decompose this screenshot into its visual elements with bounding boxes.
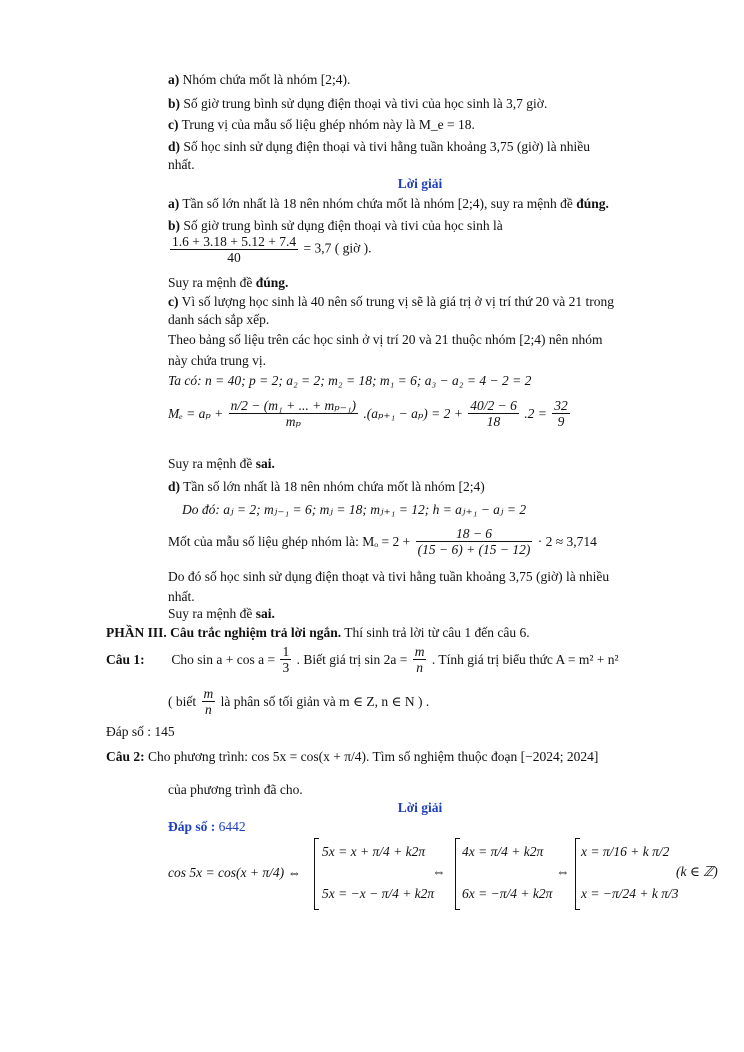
solution-c (168, 293, 614, 310)
mode-denominator: (15 − 6) + (15 − 12) (417, 542, 531, 557)
mean-fraction (170, 234, 298, 265)
solution-d-text: Tần số lớn nhất là 18 nên nhóm chứa mốt là nhóm [2;4) (183, 479, 485, 494)
solution-b-label: b) (168, 218, 181, 233)
q2-answer-label: Đáp số : (168, 819, 216, 834)
q1-fraction (280, 644, 291, 675)
mode-params: Do đó: aⱼ = 2; mⱼ₋₁ = 6; mⱼ = 18; mⱼ₊₁ = 12; h = aⱼ₊₁ − aⱼ = 2 (182, 502, 527, 517)
mean-formula (168, 234, 371, 265)
equivalence-2: ⇔ (556, 864, 570, 879)
solution-b (168, 217, 503, 234)
median-result-den: 9 (557, 414, 565, 429)
q1-known: . Biết giá trị sin 2a = (296, 652, 408, 667)
q1-note-pre: ( biết (168, 694, 197, 709)
solution-b-text: Số giờ trung bình sử dụng điện thoại và tivi của học sinh là (183, 218, 503, 233)
statement-d-label: d) (168, 139, 181, 154)
question-1-label: Câu 1: (106, 652, 145, 667)
solution-d (168, 478, 485, 495)
system-1-eq-a: 5x = x + π/4 + k2π (322, 844, 426, 859)
solution-a (168, 195, 609, 212)
question-2 (106, 748, 598, 765)
solution-a-verdict: đúng. (576, 196, 609, 211)
statement-d-text: Số học sinh sử dụng điện thoại và tivi hằng tuần khoảng 3,75 (giờ) là nhiều (183, 139, 591, 154)
mode-formula (168, 526, 597, 566)
solution-d-verdict: sai. (255, 606, 275, 621)
mode-result: · 2 ≈ 3,714 (537, 534, 597, 549)
part3-subtitle: Thí sinh trả lời từ câu 1 đến câu 6. (341, 625, 530, 640)
q1-answer: Đáp số : 145 (106, 724, 175, 739)
question-1 (106, 644, 619, 684)
mode-fraction (416, 526, 533, 557)
mean-denominator: 40 (227, 250, 241, 265)
q1-note (168, 686, 429, 726)
solution-c-line2: danh sách sắp xếp. (168, 312, 270, 327)
median-fraction-2 (468, 398, 519, 429)
part3-header (106, 624, 530, 641)
mean-numerator: 1.6 + 3.18 + 5.12 + 7.4 (172, 234, 297, 249)
system-2-bracket (455, 838, 460, 910)
statement-b (168, 95, 547, 112)
q1-note-post: là phân số tối giản và m ∈ Z, n ∈ N ) . (220, 694, 430, 709)
conclusion-text: Suy ra mệnh đề (168, 456, 256, 471)
equivalence-1: ⇔ (432, 864, 446, 879)
solution-c-label: c) (168, 294, 179, 309)
q1-mn-fraction (413, 644, 427, 675)
solution-d-line3: nhất. (168, 589, 195, 604)
q1-given: Cho sin a + cos a = (171, 652, 276, 667)
statement-c (168, 116, 475, 133)
q1-note-m: m (203, 686, 214, 701)
solution-d-line2: Do đó số học sinh sử dụng điện thoạt và tivi hằng tuần khoảng 3,75 (giờ) là nhiều (168, 569, 610, 584)
q1-num: 1 (282, 644, 290, 659)
statement-a-text: Nhóm chứa mốt là nhóm [2;4). (182, 72, 351, 87)
median-numerator: n/2 − (m₁ + ... + mₚ₋₁) (230, 398, 357, 413)
q1-n: n (416, 660, 423, 675)
median-denominator-2: 18 (486, 414, 501, 429)
solution-d-label: d) (168, 479, 181, 494)
statement-c-label: c) (168, 117, 179, 132)
q1-note-fraction (202, 686, 216, 717)
given-values: Ta có: n = 40; p = 2; a₂ = 2; m₂ = 18; m₁ = 6; a₃ − a₂ = 4 − 2 = 2 (168, 373, 532, 388)
system-3-bracket (575, 838, 580, 910)
system-2-eq-b: 6x = −π/4 + k2π (462, 886, 553, 901)
statement-b-text: Số giờ trung bình sử dụng điện thoại và tivi của học sinh là 3,7 giờ. (183, 96, 548, 111)
question-2-cont: của phương trình đã cho. (168, 782, 303, 797)
solution-b-verdict: đúng. (255, 275, 289, 290)
q1-note-n: n (205, 702, 212, 717)
part3-title: PHẦN III. Câu trắc nghiệm trả lời ngắn. (106, 625, 342, 640)
question-2-label: Câu 2: (106, 749, 145, 764)
median-formula (168, 398, 572, 450)
system-2-eq-a: 4x = π/4 + k2π (462, 844, 544, 859)
statement-d-cont: nhất. (168, 157, 195, 172)
median-lhs: Mₑ = aₚ + (168, 406, 224, 421)
solution-heading: Lời giải (397, 176, 443, 191)
system-1-bracket (314, 838, 319, 910)
system-3-eq-a: x = π/16 + k π/2 (581, 844, 670, 859)
solution-d-conclusion (168, 605, 275, 622)
median-end: .2 = (524, 406, 547, 421)
conclusion-text: Suy ra mệnh đề (168, 275, 256, 290)
solution-a-label: a) (168, 196, 180, 211)
statement-a-label: a) (168, 72, 180, 87)
statement-b-label: b) (168, 96, 181, 111)
q1-den: 3 (282, 660, 290, 675)
mode-numerator: 18 − 6 (416, 526, 533, 542)
solution-c-conclusion (168, 455, 275, 472)
solution-c-line3: Theo bảng số liệu trên các học sinh ở vị trí 20 và 21 thuộc nhóm [2;4) nên nhóm (168, 332, 603, 347)
median-result-fraction (552, 398, 570, 429)
median-mid: .(aₚ₊₁ − aₚ) = 2 + (363, 406, 463, 421)
q1-m: m (414, 644, 425, 659)
q2-answer (168, 818, 246, 835)
q2-solution-heading: Lời giải (397, 800, 443, 815)
statement-d (168, 138, 590, 155)
statement-c-text: Trung vị của mẫu số liệu ghép nhóm này là M_e = 18. (181, 117, 475, 132)
solution-c-text: Vì số lượng học sinh là 40 nên số trung vị sẽ là giá trị ở vị trí thứ 20 và 21 trong (181, 294, 615, 309)
q2-eq-lhs: cos 5x = cos(x + π/4) ⇔ (168, 865, 301, 880)
median-fraction (229, 398, 358, 429)
question-2-text: Cho phương trình: cos 5x = cos(x + π/4). Tìm số nghiệm thuộc đoạn [−2024; 2024] (148, 749, 599, 764)
mean-result: = 3,7 ( giờ ). (303, 240, 372, 256)
solution-b-conclusion (168, 274, 288, 291)
solution-a-text: Tần số lớn nhất là 18 nên nhóm chứa mốt là nhóm [2;4), suy ra mệnh đề (182, 196, 577, 211)
median-result-num: 32 (554, 398, 568, 413)
median-denominator: mₚ (285, 414, 301, 429)
solution-c-line4: này chứa trung vị. (168, 353, 267, 368)
solution-c-verdict: sai. (255, 456, 275, 471)
k-integer-condition: (k ∈ ℤ) (676, 864, 718, 879)
system-3-eq-b: x = −π/24 + k π/3 (581, 886, 679, 901)
conclusion-text: Suy ra mệnh đề (168, 606, 256, 621)
statement-a (168, 71, 350, 88)
mode-lhs: Mốt của mẫu số liệu ghép nhóm là: Mₒ = 2 + (168, 534, 411, 549)
system-1-eq-b: 5x = −x − π/4 + k2π (322, 886, 435, 901)
q2-answer-value: 6442 (218, 819, 246, 834)
median-numerator-2: 40/2 − 6 (470, 398, 517, 413)
q1-compute: . Tính giá trị biểu thức A = m² + n² (431, 652, 619, 667)
